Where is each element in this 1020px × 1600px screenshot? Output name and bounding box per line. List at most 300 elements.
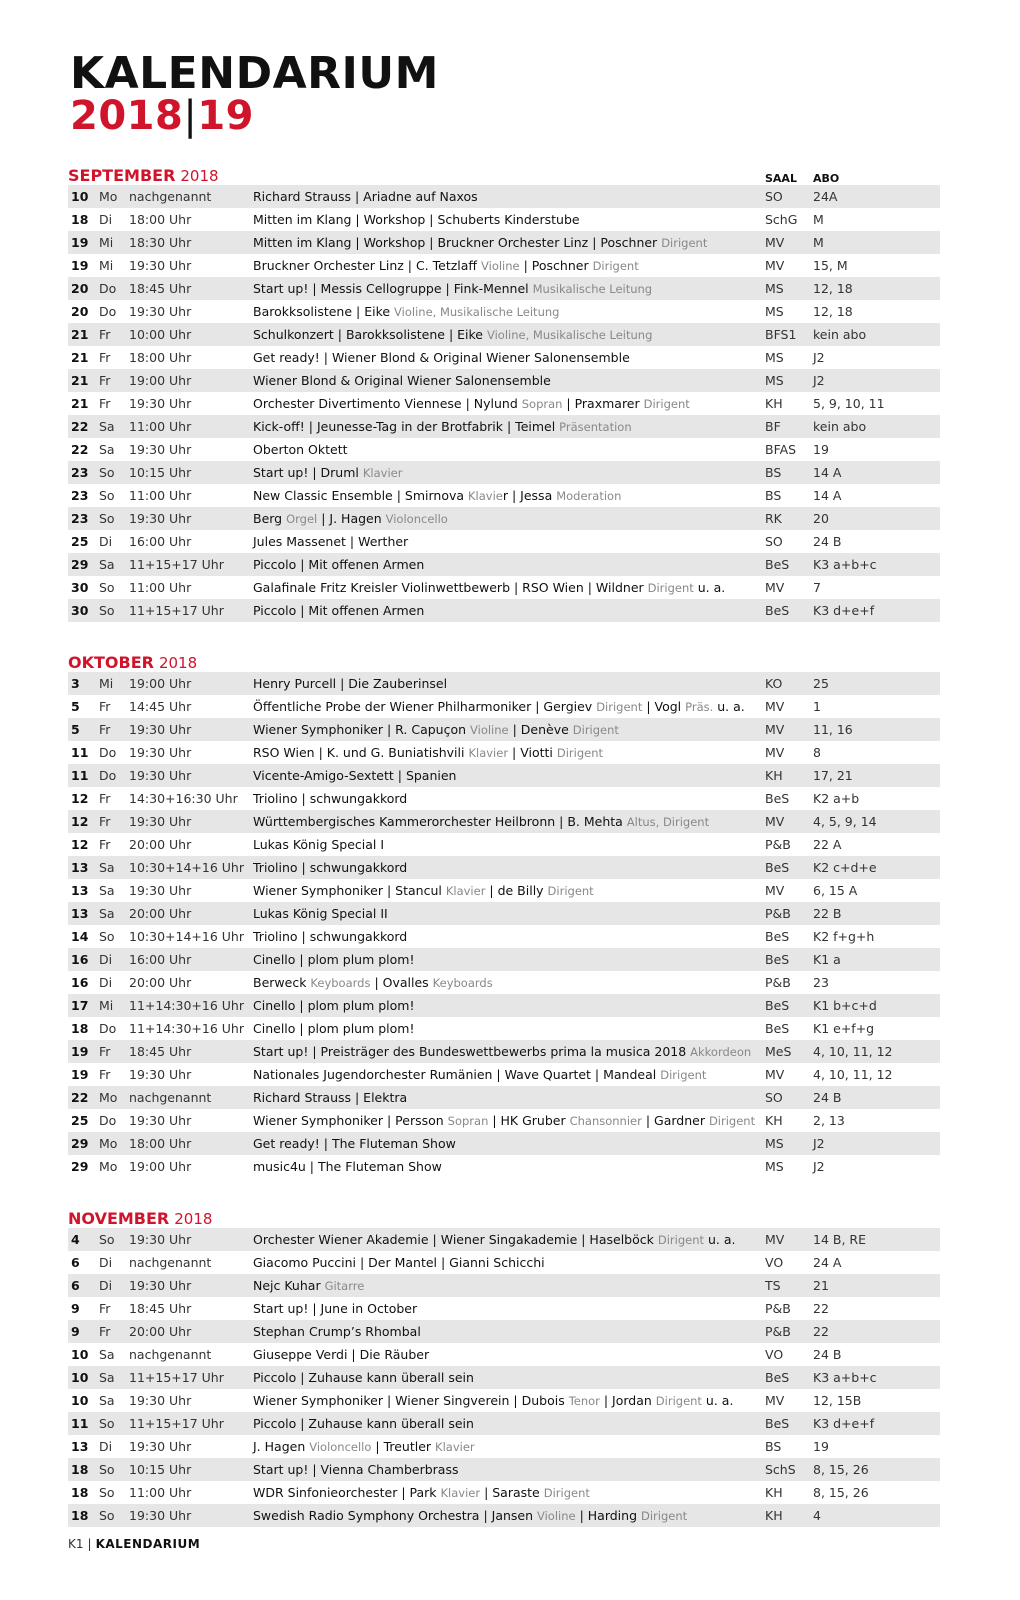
event-day: 10 — [71, 1370, 89, 1385]
footer-label: KALENDARIUM — [95, 1537, 201, 1551]
event-text: Kick-off! | Jeunesse-Tag in der Brotfabrik | Teimel — [253, 419, 560, 434]
event-row — [68, 1086, 940, 1109]
event-subscription: 15, M — [813, 258, 848, 273]
event-venue: BFS1 — [765, 327, 797, 342]
event-weekday: Di — [99, 212, 113, 227]
event-time: 16:00 Uhr — [129, 952, 192, 967]
event-title — [253, 764, 456, 787]
event-weekday: Do — [99, 768, 117, 783]
event-time: 16:00 Uhr — [129, 534, 192, 549]
event-venue: BeS — [765, 952, 790, 967]
event-time: 19:30 Uhr — [129, 883, 192, 898]
event-subscription: 24 B — [813, 1090, 842, 1105]
event-venue: BeS — [765, 1416, 790, 1431]
event-weekday: Mi — [99, 235, 114, 250]
event-title — [253, 1228, 735, 1252]
event-subscription: 23 — [813, 975, 829, 990]
event-weekday: So — [99, 1416, 115, 1431]
event-venue: P&B — [765, 837, 791, 852]
event-role: Dirigent — [596, 700, 643, 714]
event-text: Wiener Symphoniker | Stancul — [253, 883, 446, 898]
event-subscription: M — [813, 212, 824, 227]
column-header-saal: SAAL — [765, 172, 797, 185]
event-row — [68, 741, 940, 764]
event-title — [253, 856, 407, 879]
event-text: J. Hagen — [253, 1439, 310, 1454]
event-day: 6 — [71, 1255, 80, 1270]
event-venue: BS — [765, 465, 782, 480]
event-subscription: 4, 10, 11, 12 — [813, 1044, 893, 1059]
event-row — [68, 392, 940, 415]
event-day: 18 — [71, 1485, 89, 1500]
event-weekday: Sa — [99, 442, 115, 457]
event-text: Wiener Symphoniker | Wiener Singverein | Dubois — [253, 1393, 569, 1408]
event-time: 19:30 Uhr — [129, 511, 192, 526]
event-text: | Viotti — [508, 745, 557, 760]
event-time: 19:30 Uhr — [129, 1113, 192, 1128]
column-header-abo: ABO — [813, 172, 840, 185]
event-text: Württembergisches Kammerorchester Heilbronn | B. Mehta — [253, 814, 627, 829]
event-text: Piccolo | Zuhause kann überall sein — [253, 1416, 474, 1431]
event-title — [253, 787, 407, 810]
event-text: Start up! | Vienna Chamberbrass — [253, 1462, 459, 1477]
event-venue: P&B — [765, 1324, 791, 1339]
event-day: 17 — [71, 998, 89, 1013]
event-time: 11:00 Uhr — [129, 580, 192, 595]
event-time: 19:30 Uhr — [129, 722, 192, 737]
event-text: Lukas König Special II — [253, 906, 388, 921]
event-weekday: Fr — [99, 350, 111, 365]
event-venue: BeS — [765, 929, 790, 944]
event-weekday: Fr — [99, 373, 111, 388]
event-row — [68, 695, 940, 718]
event-title — [253, 1435, 475, 1459]
event-weekday: Do — [99, 304, 117, 319]
event-time: nachgenannt — [129, 1347, 212, 1362]
event-row — [68, 833, 940, 856]
event-time: 11+14:30+16 Uhr — [129, 998, 244, 1013]
footer-separator: | — [87, 1537, 92, 1551]
event-text: Cinello | plom plum plom! — [253, 952, 415, 967]
event-day: 22 — [71, 442, 89, 457]
event-day: 23 — [71, 488, 89, 503]
event-day: 19 — [71, 235, 89, 250]
event-time: 19:00 Uhr — [129, 1159, 192, 1174]
event-day: 25 — [71, 534, 89, 549]
event-time: 18:45 Uhr — [129, 1301, 192, 1316]
event-venue: KH — [765, 1113, 783, 1128]
event-subscription: 14 A — [813, 465, 842, 480]
event-day: 18 — [71, 1462, 89, 1477]
event-venue: SchS — [765, 1462, 796, 1477]
event-time: 20:00 Uhr — [129, 1324, 192, 1339]
event-title — [253, 1109, 755, 1133]
event-subscription: K3 a+b+c — [813, 1370, 877, 1385]
event-weekday: Sa — [99, 1370, 115, 1385]
event-row — [68, 1251, 940, 1274]
event-title — [253, 1132, 456, 1155]
event-text: | Ovalles — [370, 975, 433, 990]
event-subscription: kein abo — [813, 419, 867, 434]
event-title — [253, 208, 580, 231]
event-venue: MV — [765, 745, 785, 760]
event-day: 13 — [71, 1439, 89, 1454]
event-row — [68, 718, 940, 741]
event-weekday: So — [99, 603, 115, 618]
event-row — [68, 1481, 940, 1504]
event-time: 11+15+17 Uhr — [129, 557, 224, 572]
event-title — [253, 1086, 407, 1109]
event-row — [68, 764, 940, 787]
event-row — [68, 787, 940, 810]
event-text: Barokksolistene | Eike — [253, 304, 395, 319]
event-subscription: 14 B, RE — [813, 1232, 866, 1247]
event-role: Keyboards — [432, 976, 493, 990]
event-time: 18:00 Uhr — [129, 350, 192, 365]
event-text: Nationales Jugendorchester Rumänien | Wave Quartet | Mandeal — [253, 1067, 661, 1082]
event-title — [253, 553, 424, 576]
event-time: 14:45 Uhr — [129, 699, 192, 714]
event-subscription: 25 — [813, 676, 829, 691]
event-title — [253, 1297, 417, 1320]
event-weekday: Fr — [99, 396, 111, 411]
event-role: Orgel — [286, 512, 318, 526]
event-row — [68, 438, 940, 461]
event-time: 11:00 Uhr — [129, 419, 192, 434]
event-subscription: K3 a+b+c — [813, 557, 877, 572]
event-row — [68, 902, 940, 925]
month-header — [68, 160, 940, 185]
event-venue: BFAS — [765, 442, 797, 457]
event-title — [253, 530, 408, 553]
event-text: r | Jessa — [502, 488, 557, 503]
event-weekday: Sa — [99, 883, 115, 898]
event-text: Henry Purcell | Die Zauberinsel — [253, 676, 448, 691]
event-text: Richard Strauss | Elektra — [253, 1090, 408, 1105]
event-day: 23 — [71, 465, 89, 480]
event-row — [68, 507, 940, 530]
event-role: Dirigent — [660, 1068, 707, 1082]
event-text: Vicente-Amigo-Sextett | Spanien — [253, 768, 457, 783]
event-venue: MV — [765, 1232, 785, 1247]
event-text: u. a. — [701, 1393, 734, 1408]
event-text: Oberton Oktett — [253, 442, 348, 457]
event-subscription: K2 c+d+e — [813, 860, 877, 875]
event-time: 18:30 Uhr — [129, 235, 192, 250]
event-venue: MV — [765, 883, 785, 898]
event-text: Piccolo | Mit offenen Armen — [253, 557, 425, 572]
event-subscription: 22 A — [813, 837, 842, 852]
event-weekday: Sa — [99, 1393, 115, 1408]
event-time: 20:00 Uhr — [129, 906, 192, 921]
event-title — [253, 1458, 458, 1481]
event-day: 12 — [71, 791, 89, 806]
event-role: Klavier — [440, 1486, 481, 1500]
event-role: Dirigent — [708, 1114, 756, 1128]
month-year: 2018 — [180, 167, 219, 185]
event-role: Dirigent — [643, 397, 690, 411]
event-time: 11+15+17 Uhr — [129, 603, 224, 618]
event-weekday: Sa — [99, 860, 115, 875]
event-day: 11 — [71, 1416, 89, 1431]
event-subscription: K1 e+f+g — [813, 1021, 875, 1036]
event-title — [253, 810, 709, 834]
event-day: 12 — [71, 837, 89, 852]
event-text: | Jordan — [599, 1393, 656, 1408]
event-role: Dirigent — [657, 1233, 704, 1247]
event-row — [68, 415, 940, 438]
month-name: SEPTEMBER — [68, 166, 176, 185]
month-year: 2018 — [158, 654, 198, 672]
event-row — [68, 1040, 940, 1063]
month-name: OKTOBER — [68, 653, 154, 672]
event-row — [68, 810, 940, 833]
event-row — [68, 530, 940, 553]
event-subscription: K3 d+e+f — [813, 603, 875, 618]
event-row — [68, 994, 940, 1017]
event-row — [68, 1297, 940, 1320]
event-text: Mitten im Klang | Workshop | Bruckner Orchester Linz | Poschner — [253, 235, 662, 250]
event-subscription: 4 — [813, 1508, 821, 1523]
event-row — [68, 1366, 940, 1389]
event-venue: VO — [765, 1255, 784, 1270]
event-subscription: K1 b+c+d — [813, 998, 877, 1013]
event-venue: BeS — [765, 557, 790, 572]
event-time: 20:00 Uhr — [129, 975, 192, 990]
event-weekday: Mi — [99, 998, 114, 1013]
event-subscription: 8, 15, 26 — [813, 1485, 869, 1500]
event-venue: MV — [765, 1393, 785, 1408]
event-weekday: Fr — [99, 699, 111, 714]
event-role: Dirigent — [556, 746, 604, 760]
event-title — [253, 1343, 429, 1366]
event-time: 11+15+17 Uhr — [129, 1370, 224, 1385]
event-row — [68, 254, 940, 277]
event-subscription: K2 f+g+h — [813, 929, 875, 944]
event-time: 19:00 Uhr — [129, 676, 192, 691]
event-text: Öffentliche Probe der Wiener Philharmoniker | Gergiev — [253, 699, 597, 714]
event-title — [253, 1017, 415, 1040]
event-row — [68, 185, 940, 208]
event-time: 18:45 Uhr — [129, 1044, 192, 1059]
event-text: Start up! | Preisträger des Bundeswettbewerbs prima la musica 2018 — [253, 1044, 691, 1059]
event-venue: MS — [765, 1136, 784, 1151]
event-subscription: 5, 9, 10, 11 — [813, 396, 885, 411]
event-venue: P&B — [765, 906, 791, 921]
event-subscription: 8 — [813, 745, 821, 760]
event-time: 10:30+14+16 Uhr — [129, 929, 244, 944]
event-row — [68, 300, 940, 323]
event-day: 12 — [71, 814, 89, 829]
event-subscription: 12, 18 — [813, 304, 853, 319]
event-weekday: Di — [99, 952, 113, 967]
event-subscription: 12, 18 — [813, 281, 853, 296]
event-row — [68, 369, 940, 392]
event-venue: MV — [765, 1067, 785, 1082]
event-title — [253, 507, 448, 531]
event-text: Get ready! | Wiener Blond & Original Wiener Salonensemble — [253, 350, 630, 365]
event-venue: VO — [765, 1347, 784, 1362]
page-number: K1 — [68, 1537, 84, 1551]
event-venue: BeS — [765, 603, 790, 618]
event-weekday: Fr — [99, 791, 111, 806]
event-role: Dirigent — [655, 1394, 702, 1408]
event-weekday: Mo — [99, 1136, 118, 1151]
event-weekday: So — [99, 929, 115, 944]
event-title — [253, 369, 551, 392]
event-day: 5 — [71, 722, 80, 737]
event-subscription: 11, 16 — [813, 722, 853, 737]
event-time: nachgenannt — [129, 1090, 212, 1105]
event-row — [68, 576, 940, 599]
event-day: 18 — [71, 1021, 89, 1036]
event-text: Triolino | schwungakkord — [253, 929, 408, 944]
month-header — [68, 1203, 940, 1228]
event-day: 4 — [71, 1232, 80, 1247]
event-weekday: So — [99, 1485, 115, 1500]
event-role: Violoncello — [309, 1440, 372, 1454]
event-day: 30 — [71, 603, 89, 618]
event-title — [253, 695, 745, 719]
event-role: Violine, Musikalische Leitung — [394, 305, 560, 319]
event-day: 13 — [71, 860, 89, 875]
event-title — [253, 1251, 545, 1274]
event-title — [253, 323, 652, 347]
event-weekday: So — [99, 1508, 115, 1523]
event-day: 11 — [71, 768, 89, 783]
event-title — [253, 902, 388, 925]
event-venue: BF — [765, 419, 781, 434]
event-weekday: Fr — [99, 814, 111, 829]
event-time: 10:15 Uhr — [129, 1462, 192, 1477]
event-time: 19:30 Uhr — [129, 304, 192, 319]
event-weekday: Fr — [99, 327, 111, 342]
event-title — [253, 254, 639, 278]
event-weekday: Do — [99, 1113, 117, 1128]
event-weekday: Di — [99, 1255, 113, 1270]
event-text: Berweck — [253, 975, 311, 990]
event-venue: MV — [765, 814, 785, 829]
event-text: Swedish Radio Symphony Orchestra | Jansen — [253, 1508, 537, 1523]
event-row — [68, 672, 940, 695]
event-title — [253, 231, 707, 255]
event-text: Richard Strauss | Ariadne auf Naxos — [253, 189, 478, 204]
event-role: Sopran — [521, 397, 563, 411]
event-weekday: So — [99, 465, 115, 480]
event-role: Gitarre — [324, 1279, 365, 1293]
event-row — [68, 277, 940, 300]
event-text: | Poschner — [519, 258, 593, 273]
event-subscription: 7 — [813, 580, 821, 595]
event-title — [253, 1504, 687, 1528]
event-role: Klavier — [435, 1440, 475, 1454]
event-time: 11+14:30+16 Uhr — [129, 1021, 244, 1036]
event-text: Start up! | June in October — [253, 1301, 418, 1316]
event-row — [68, 208, 940, 231]
event-subscription: J2 — [813, 350, 825, 365]
event-day: 11 — [71, 745, 89, 760]
event-subscription: J2 — [813, 373, 825, 388]
event-title — [253, 994, 415, 1017]
event-time: 19:30 Uhr — [129, 768, 192, 783]
event-row — [68, 1063, 940, 1086]
event-title — [253, 672, 447, 695]
event-text: music4u | The Fluteman Show — [253, 1159, 442, 1174]
event-day: 21 — [71, 327, 89, 342]
event-row — [68, 1435, 940, 1458]
event-text: | Saraste — [480, 1485, 544, 1500]
event-venue: SO — [765, 189, 783, 204]
event-weekday: Mo — [99, 1090, 118, 1105]
event-time: 19:30 Uhr — [129, 258, 192, 273]
event-row — [68, 484, 940, 507]
event-text: Schulkonzert | Barokksolistene | Eike — [253, 327, 487, 342]
event-time: 10:00 Uhr — [129, 327, 192, 342]
event-subscription: 24 B — [813, 534, 842, 549]
event-day: 16 — [71, 975, 89, 990]
event-row — [68, 948, 940, 971]
event-text: u. a. — [693, 580, 726, 595]
event-title — [253, 392, 690, 416]
event-time: 18:45 Uhr — [129, 281, 192, 296]
event-day: 21 — [71, 350, 89, 365]
event-subscription: M — [813, 235, 824, 250]
event-title — [253, 879, 594, 903]
event-role: Dirigent — [592, 259, 639, 273]
page-title — [70, 48, 439, 139]
month-header — [68, 647, 940, 672]
event-subscription: 24 B — [813, 1347, 842, 1362]
event-title — [253, 833, 384, 856]
event-role: Dirigent — [647, 581, 694, 595]
event-weekday: Fr — [99, 1067, 111, 1082]
event-text: Cinello | plom plum plom! — [253, 998, 415, 1013]
event-subscription: 19 — [813, 442, 829, 457]
event-text: WDR Sinfonieorchester | Park — [253, 1485, 441, 1500]
event-text: Nejc Kuhar — [253, 1278, 325, 1293]
event-day: 3 — [71, 676, 80, 691]
event-row — [68, 925, 940, 948]
event-role: Violine — [537, 1509, 576, 1523]
event-time: 10:30+14+16 Uhr — [129, 860, 244, 875]
event-role: Violine, Musikalische Leitung — [486, 328, 653, 342]
event-venue: MS — [765, 1159, 784, 1174]
event-text: | de Billy — [485, 883, 548, 898]
event-role: Dirigent — [572, 723, 619, 737]
event-subscription: 24 A — [813, 1255, 842, 1270]
event-title — [253, 599, 424, 622]
calendar-table — [68, 160, 940, 1527]
event-day: 18 — [71, 212, 89, 227]
event-row — [68, 1412, 940, 1435]
event-venue: KH — [765, 768, 783, 783]
event-text: | Praxmarer — [562, 396, 644, 411]
event-time: 20:00 Uhr — [129, 837, 192, 852]
event-title — [253, 438, 348, 461]
event-time: 19:30 Uhr — [129, 1232, 192, 1247]
event-subscription: 22 — [813, 1301, 829, 1316]
event-title — [253, 741, 603, 765]
event-subscription: J2 — [813, 1136, 825, 1151]
event-subscription: 22 B — [813, 906, 842, 921]
event-time: 18:00 Uhr — [129, 212, 192, 227]
title-season — [70, 93, 439, 139]
event-day: 25 — [71, 1113, 89, 1128]
event-venue: SchG — [765, 212, 798, 227]
event-row — [68, 346, 940, 369]
event-venue: KO — [765, 676, 783, 691]
event-row — [68, 971, 940, 994]
